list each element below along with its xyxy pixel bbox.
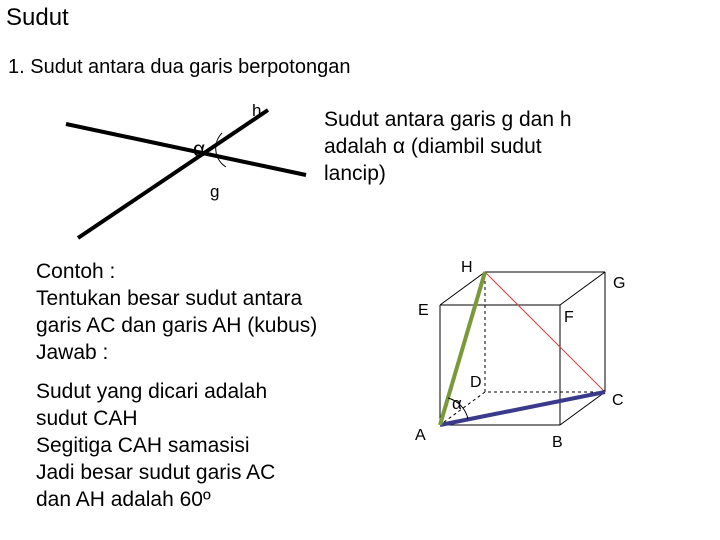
example-question — [36, 258, 317, 366]
explanation-line: adalah α (diambil sudut — [324, 135, 542, 158]
vertex-label-H: H — [461, 259, 473, 276]
example-line: garis AC dan garis AH (kubus) — [36, 314, 318, 337]
vertex-label-G: G — [613, 275, 626, 292]
vertex-label-A: A — [415, 427, 426, 444]
explanation-line: Sudut antara garis g dan h — [324, 108, 572, 131]
label-h: h — [252, 101, 262, 120]
slide-title: Sudut — [6, 4, 69, 31]
example-line: Jawab : — [36, 341, 109, 364]
answer-line: Jadi besar sudut garis AC — [36, 461, 276, 484]
intersect-diagram — [66, 101, 306, 238]
answer-line: sudut CAH — [36, 407, 138, 430]
vertex-label-C: C — [612, 392, 624, 409]
example-line: Contoh : — [36, 260, 116, 283]
label-alpha: α — [193, 138, 206, 161]
label-alpha-cube: α — [452, 394, 462, 413]
vertex-label-F: F — [564, 309, 574, 326]
answer-line: dan AH adalah 60º — [36, 488, 211, 511]
vertex-label-B: B — [552, 434, 563, 451]
segment-HC — [485, 272, 605, 392]
vertex-label-E: E — [418, 302, 429, 319]
explanation-line: lancip) — [324, 162, 386, 185]
edge-FG — [560, 272, 605, 305]
vertex-label-D: D — [470, 374, 482, 391]
segment-AH — [440, 272, 485, 425]
answer-line: Sudut yang dicari adalah — [36, 380, 268, 403]
answer-line: Segitiga CAH samasisi — [36, 434, 250, 457]
cube-diagram — [415, 259, 625, 451]
example-line: Tentukan besar sudut antara — [36, 287, 303, 310]
label-g: g — [210, 182, 220, 201]
line-h — [78, 110, 268, 238]
segment-AC — [440, 392, 605, 425]
slide-subtitle: 1. Sudut antara dua garis berpotongan — [8, 56, 351, 78]
example-answer — [36, 378, 275, 513]
angle-explanation — [324, 106, 572, 187]
